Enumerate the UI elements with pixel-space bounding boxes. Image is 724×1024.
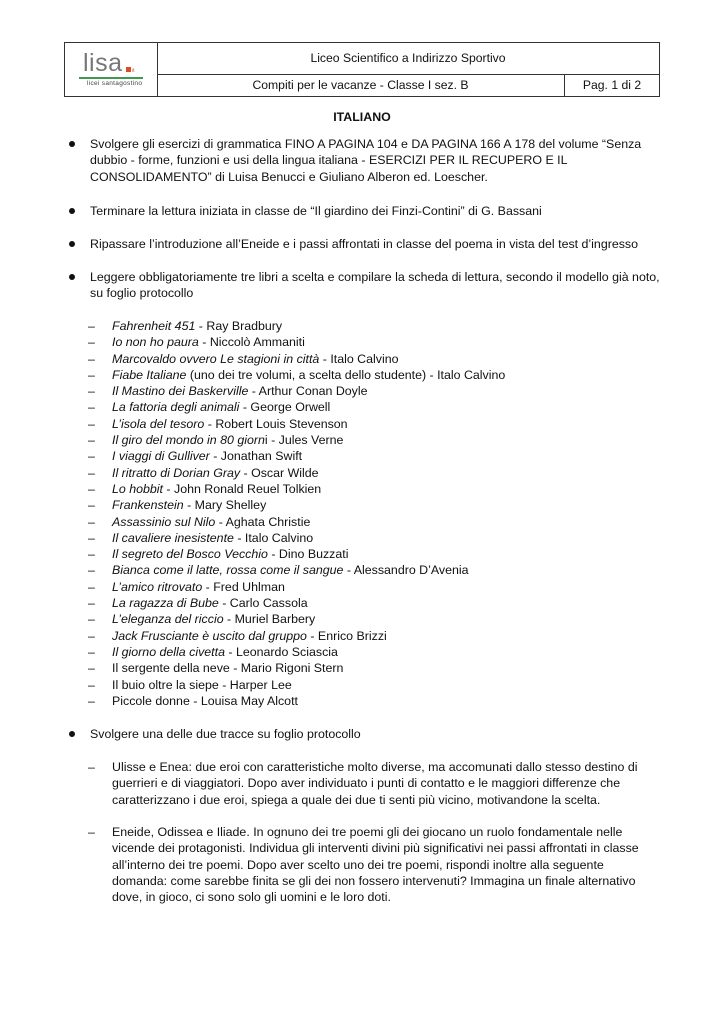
book-title: Marcovaldo ovvero Le stagioni in città — [112, 351, 320, 366]
list-item — [112, 579, 652, 595]
book-title: Jack Frusciante è uscito dal gruppo — [112, 628, 307, 643]
list-item — [112, 644, 652, 660]
book-author: - Robert Louis Stevenson — [204, 416, 348, 431]
logo-suffix: it — [132, 68, 135, 74]
list-item — [112, 334, 652, 350]
book-title: Il giorno della civetta — [112, 644, 225, 659]
list-item — [112, 628, 652, 644]
book-author: - Alessandro D’Avenia — [343, 563, 469, 578]
book-title: L’amico ritrovato — [112, 579, 203, 594]
book-title: La fattoria degli animali — [112, 400, 240, 415]
list-item — [112, 481, 652, 497]
book-title: Il ritratto di Dorian Gray — [112, 465, 241, 480]
book-title: Bianca come il latte, rossa come il sangue — [112, 563, 344, 578]
book-title: Il cavaliere inesistente — [112, 530, 234, 545]
book-title: Fahrenheit 451 — [112, 319, 196, 333]
list-item — [112, 530, 652, 546]
book-author: - Fred Uhlman — [202, 579, 285, 594]
list-item — [112, 432, 652, 448]
book-author: - Arthur Conan Doyle — [248, 384, 368, 399]
book-title: La ragazza di Bube — [112, 596, 219, 611]
logo-dot-icon — [126, 67, 131, 72]
book-author: Il buio oltre la siepe - Harper Lee — [112, 677, 292, 692]
traccia-ulisse-enea: – Ulisse e Enea: due eroi con caratteristiche molto diverse, ma accomunati dallo stesso destino di guerrieri e di viaggiatori. Dopo aver individuato i punti di contatto e le maggiori differenze che caratterizzano i due eroi, spiega a quale dei due ti senti più vicino, motivandone la scelta. — [112, 759, 652, 808]
book-author: Il sergente della neve - Mario Rigoni Stern — [112, 661, 344, 676]
book-title: Assassinio sul Nilo — [112, 514, 216, 529]
list-item — [112, 595, 652, 611]
book-title: Frankenstein — [112, 498, 184, 513]
bullet-reading: Leggere obbligatoriamente tre libri a scelta e compilare la scheda di lettura, secondo il modello già noto, su foglio protocollo — [90, 270, 660, 301]
school-name: Liceo Scientifico a Indirizzo Sportivo — [157, 43, 659, 75]
document-header — [64, 42, 660, 97]
book-author: - Muriel Barbery — [223, 612, 316, 627]
list-item — [112, 562, 652, 578]
list-item — [112, 383, 652, 399]
school-logo — [65, 43, 158, 96]
book-author: - Ray Bradbury — [195, 319, 283, 333]
logo-tagline: licei santagostino — [87, 80, 143, 87]
list-item — [112, 497, 652, 513]
book-author: - Dino Buzzati — [267, 547, 349, 562]
book-author: - Enrico Brizzi — [306, 628, 387, 643]
list-item — [112, 693, 652, 709]
book-author: - Aghata Christie — [215, 514, 311, 529]
book-title: Fiabe Italiane — [112, 367, 187, 382]
bullet-grammar: Svolgere gli esercizi di grammatica FINO A PAGINA 104 e DA PAGINA 166 A 178 del volume “Senza dubbio - forme, funzioni e usi della lingua italiana - ESERCIZI PER IL RECUPERO E IL CONSOLIDAMENTO” di Luisa Benucci e Giuliano Alberon ed. Loescher. — [90, 136, 660, 185]
book-author: - Leonardo Sciascia — [224, 644, 338, 659]
book-author: i - Jules Verne — [264, 433, 344, 448]
list-item — [112, 416, 652, 432]
book-title: Il Mastino dei Baskerville — [112, 384, 249, 399]
bullet-finzi-contini: Terminare la lettura iniziata in classe de “Il giardino dei Finzi-Contini” di G. Bassani — [90, 203, 660, 219]
list-item — [112, 448, 652, 464]
book-title: L’eleganza del riccio — [112, 612, 224, 627]
list-item — [112, 351, 652, 367]
bullet-tracce: Svolgere una delle due tracce su foglio protocollo — [90, 726, 660, 742]
list-item — [112, 660, 652, 676]
book-title: Il segreto del Bosco Vecchio — [112, 547, 268, 562]
book-title: Io non ho paura — [112, 335, 199, 350]
book-author: - Italo Calvino — [233, 530, 314, 545]
list-item — [112, 318, 652, 334]
list-item — [112, 465, 652, 481]
book-author: - Jonathan Swift — [209, 449, 303, 464]
section-title: ITALIANO — [333, 110, 391, 124]
list-item — [112, 399, 652, 415]
book-title: I viaggi di Gulliver — [112, 449, 210, 464]
book-author: Piccole donne - Louisa May Alcott — [112, 693, 298, 708]
logo-underline — [79, 77, 143, 79]
logo-wordmark: lisa — [83, 49, 123, 77]
list-item — [112, 514, 652, 530]
book-author: - Oscar Wilde — [240, 465, 319, 480]
book-author: - George Orwell — [239, 400, 331, 415]
list-item — [112, 677, 652, 693]
traccia-poemi: – Eneide, Odissea e Iliade. In ognuno dei tre poemi gli dei giocano un ruolo fondamentale nelle vicende dei protagonisti. Individua gli interventi divini più significativi nei passi affrontati in classe all’interno dei tre poemi. Dopo aver scelto uno dei tre poemi, rispondi inoltre alla seguente domanda: come sarebbe finita se gli dei non fossero intervenuti? Immagina un finale alternativo dove, in gioco, ci sono solo gli uomini e le loro doti. — [112, 824, 652, 905]
document-subtitle: Compiti per le vacanze - Classe I sez. B — [157, 75, 565, 96]
book-author: - Mary Shelley — [183, 498, 267, 513]
book-title: Il giro del mondo in 80 giorn — [112, 433, 265, 448]
bullet-eneide: Ripassare l’introduzione all’Eneide e i passi affrontati in classe del poema in vista del test d’ingresso — [90, 236, 660, 252]
book-author: - Italo Calvino — [319, 351, 399, 366]
book-list — [112, 318, 652, 709]
list-item — [112, 367, 652, 383]
book-author: - Niccolò Ammaniti — [198, 335, 305, 350]
book-author: - Carlo Cassola — [218, 596, 308, 611]
list-item — [112, 611, 652, 627]
book-title: Lo hobbit — [112, 481, 163, 496]
book-author: (uno dei tre volumi, a scelta dello studente) - Italo Calvino — [186, 367, 506, 382]
book-title: L’isola del tesoro — [112, 416, 205, 431]
book-author: - John Ronald Reuel Tolkien — [162, 481, 322, 496]
page-number: Pag. 1 di 2 — [582, 78, 642, 92]
list-item — [112, 546, 652, 562]
